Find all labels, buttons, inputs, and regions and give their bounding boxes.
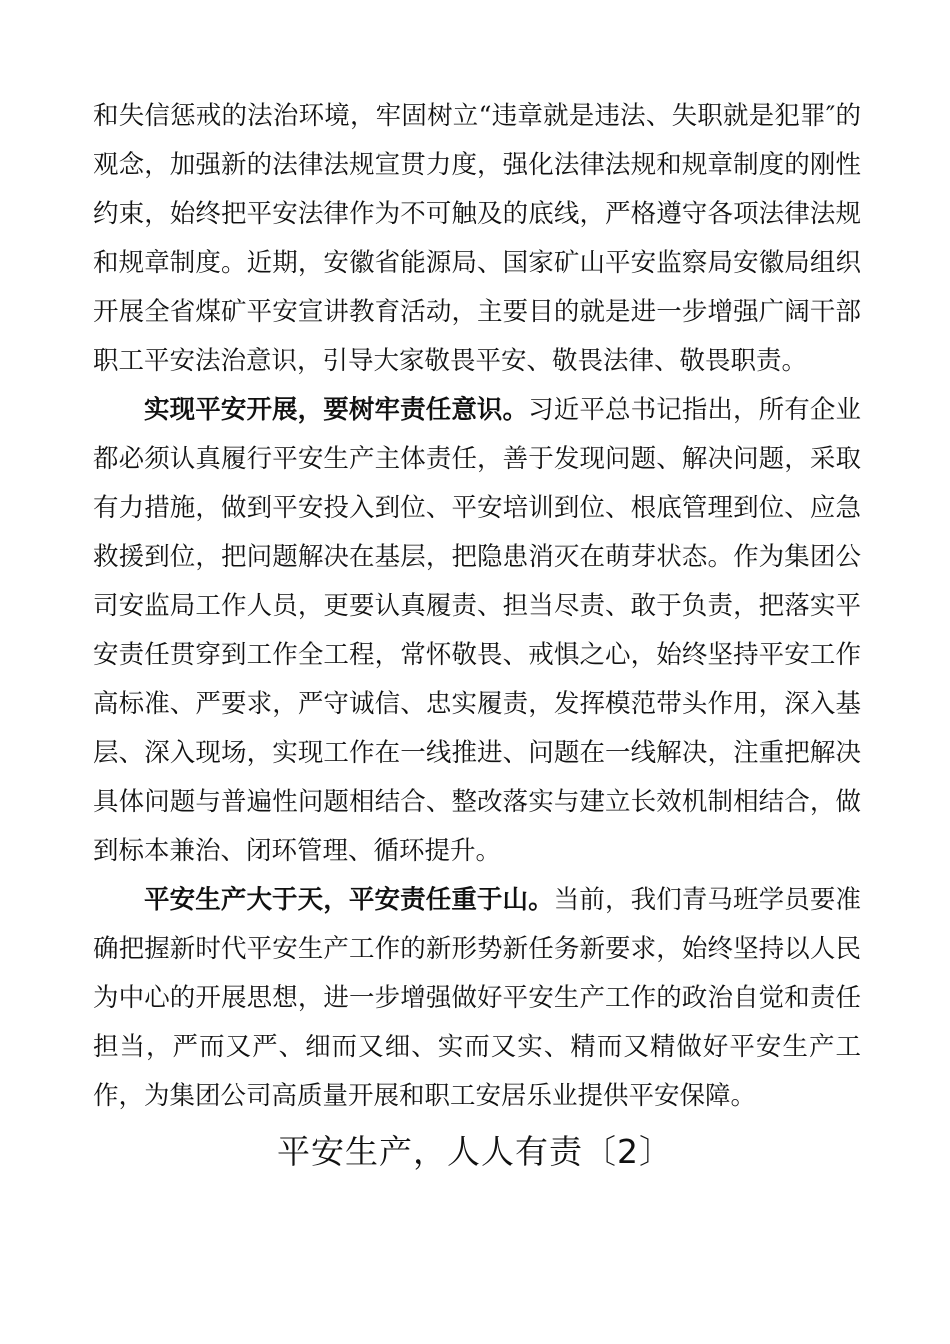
section-heading: 平安生产，人人有责〔2〕	[277, 1132, 673, 1171]
paragraph-lead: 实现平安开展，要树牢责任意识。	[144, 395, 529, 425]
paragraph-lead: 平安生产大于天，平安责任重于山。	[144, 885, 554, 915]
paragraph-text: 当前，我们青马班学员要准确把握新时代平安生产工作的新形势新任务新要求，始终坚持以人民为中心的开展思想，进一步增强做好平安生产工作的政治自觉和责任担当，严而又严、细而又细、实而又实、精而又精做好平安生产工作，为集团公司高质量开展和职工安居乐业提供平安保障。	[93, 885, 861, 1111]
paragraph-continued	[93, 92, 861, 386]
paragraph-text: 和失信惩戒的法治环境，牢固树立“违章就是违法、失职就是犯罪″的观念，加强新的法律法规宣贯力度，强化法律法规和规章制度的刚性约束，始终把平安法律作为不可触及的底线，严格遵守各项法律法规和规章制度。近期，安徽省能源局、国家矿山平安监察局安徽局组织开展全省煤矿平安宣讲教育活动，主要目的就是进一步增强广阔干部职工平安法治意识，引导大家敬畏平安、敬畏法律、敬畏职责。	[93, 101, 861, 376]
paragraph-text: 习近平总书记指出，所有企业都必须认真履行平安生产主体责任，善于发现问题、解决问题，采取有力措施，做到平安投入到位、平安培训到位、根底管理到位、应急救援到位，把问题解决在基层，把隐患消灭在萌芽状态。作为集团公司安监局工作人员，更要认真履责、担当尽责、敢于负责，把落实平安责任贯穿到工作全工程，常怀敬畏、戒惧之心，始终坚持平安工作高标准、严要求，严守诚信、忠实履责，发挥模范带头作用，深入基层、深入现场，实现工作在一线推进、问题在一线解决，注重把解决具体问题与普遍性问题相结合、整改落实与建立长效机制相结合，做到标本兼治、闭环管理、循环提升。	[93, 395, 861, 866]
paragraph-responsibility	[93, 386, 861, 876]
document-body	[93, 92, 861, 1121]
paragraph-safety-first	[93, 876, 861, 1121]
